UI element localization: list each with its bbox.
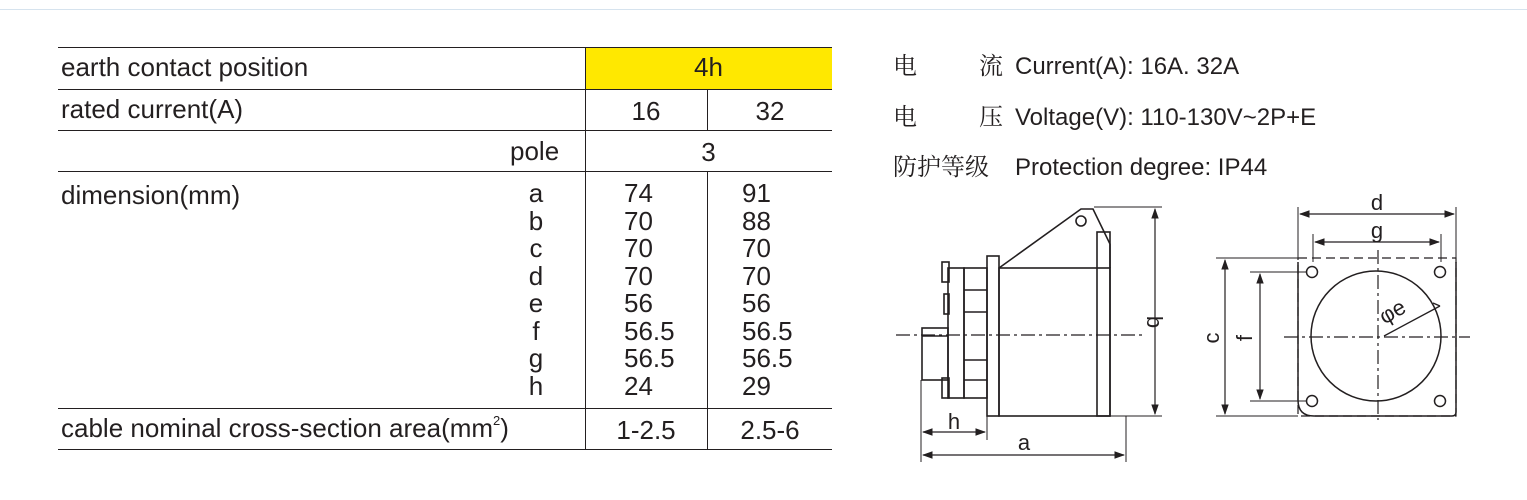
side-view-drawing bbox=[896, 207, 1162, 462]
voltage-spec: 电 压 Voltage(V): 110-130V~2P+E bbox=[893, 104, 1317, 131]
front-view-drawing bbox=[1216, 207, 1470, 420]
protection-spec: 防护等级 Protection degree: IP44 bbox=[893, 154, 1268, 181]
dimension-values-16: 74 70 70 70 56 56.5 56.5 24 bbox=[624, 178, 675, 401]
current-label: rated current(A) bbox=[61, 94, 244, 124]
cable-label: cable nominal cross-section $area(mm^2)$ bbox=[61, 413, 509, 443]
earth-label: earth contact position bbox=[61, 52, 309, 82]
dimension-label: dimension(mm) bbox=[61, 180, 241, 210]
label-d: d bbox=[1370, 190, 1384, 215]
pole-value: 3 bbox=[701, 137, 716, 167]
dimension-values-32: 91 88 70 70 56 56.5 56.5 29 bbox=[742, 178, 793, 401]
label-a: a bbox=[1017, 430, 1031, 455]
label-f: f bbox=[1232, 334, 1257, 342]
cable-value-32: 2.5-6 bbox=[740, 415, 800, 445]
current-value-16: 16 bbox=[631, 96, 661, 126]
label-c: c bbox=[1199, 332, 1224, 344]
current-value-32: 32 bbox=[755, 96, 785, 126]
pole-label: pole bbox=[510, 136, 560, 166]
dimension-letters: a b c d e f g h bbox=[528, 178, 544, 401]
current-spec: 电 流 Current(A): 16A. 32A bbox=[893, 53, 1240, 80]
earth-value: 4h bbox=[694, 52, 723, 82]
cable-value-16: 1-2.5 bbox=[616, 415, 676, 445]
label-b: b bbox=[1142, 315, 1167, 329]
label-g: g bbox=[1370, 218, 1384, 243]
label-h: h bbox=[947, 409, 961, 434]
label-phi-e: φe bbox=[1374, 294, 1410, 329]
